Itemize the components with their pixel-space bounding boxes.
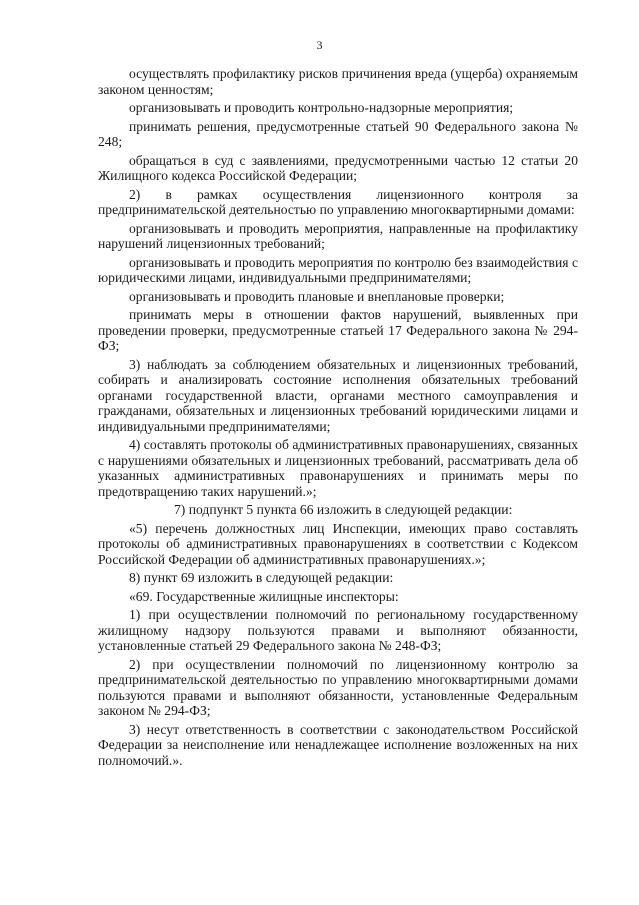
paragraph: «69. Государственные жилищные инспекторы:: [129, 588, 399, 604]
page-number: 3: [316, 38, 323, 52]
paragraph: принимать меры в отношении фактов нарушений, выявленных при проведении проверки, предусмотренные статьей 17 Федерального закона № 294-ФЗ;: [98, 307, 578, 353]
paragraph: 8) пункт 69 изложить в следующей редакции:: [129, 570, 394, 585]
paragraph: 3) наблюдать за соблюдением обязательных и лицензионных требований, собирать и анализировать состояние исполнения обязательных требований органами государственной власти, органами местного самоуправления и гражданами, обязательных и лицензионных требований юридическими лицами и индивидуальными предпринимателями;: [98, 356, 578, 434]
paragraph: 4) составлять протоколы об административных правонарушениях, связанных с нарушениями обязательных и лицензионных требований, рассматривать дела об указанных административных правонарушениях и принимать меры по предотвращению таких нарушений.»;: [98, 437, 578, 499]
paragraph: 2) в рамках осуществления лицензионного контроля за предпринимательской деятельностью по управлению многоквартирными домами:: [98, 186, 578, 217]
paragraph: организовывать и проводить контрольно-надзорные мероприятия;: [129, 100, 514, 115]
document-body: [98, 66, 578, 771]
paragraph: 1) при осуществлении полномочий по региональному государственному жилищному надзору пользуются правами и выполняют обязанности, установленные статьей 29 Федерального закона № 248-ФЗ;: [98, 607, 578, 653]
paragraph: принимать решения, предусмотренные статьей 90 Федерального закона № 248;: [98, 118, 578, 149]
paragraph: 3) несут ответственность в соответствии с законодательством Российской Федерации за неисполнение или ненадлежащее исполнение возложенных на них полномочий.».: [98, 721, 578, 768]
paragraph: 7) подпункт 5 пункта 66 изложить в следующей редакции:: [174, 502, 513, 517]
paragraph: организовывать и проводить мероприятия, направленные на профилактику нарушений лицензионных требований;: [98, 220, 578, 251]
paragraph: обращаться в суд с заявлениями, предусмотренными частью 12 статьи 20 Жилищного кодекса Российской Федерации;: [98, 152, 578, 183]
paragraph: 2) при осуществлении полномочий по лицензионному контролю за предпринимательской деятельностью по управлению многоквартирными домами пользуются правами и выполняют обязанности, установленные Федеральным законом № 294-ФЗ;: [98, 656, 578, 718]
paragraph: организовывать и проводить плановые и внеплановые проверки;: [129, 288, 505, 304]
paragraph: осуществлять профилактику рисков причинения вреда (ущерба) охраняемым законом ценностям;: [98, 66, 578, 97]
paragraph: «5) перечень должностных лиц Инспекции, имеющих право составлять протоколы об административных правонарушениях в соответствии с Кодексом Российской Федерации об административных правонарушениях.»;: [98, 520, 578, 567]
paragraph: организовывать и проводить мероприятия по контролю без взаимодействия с юридическими лицами, индивидуальными предпринимателями;: [98, 254, 578, 285]
